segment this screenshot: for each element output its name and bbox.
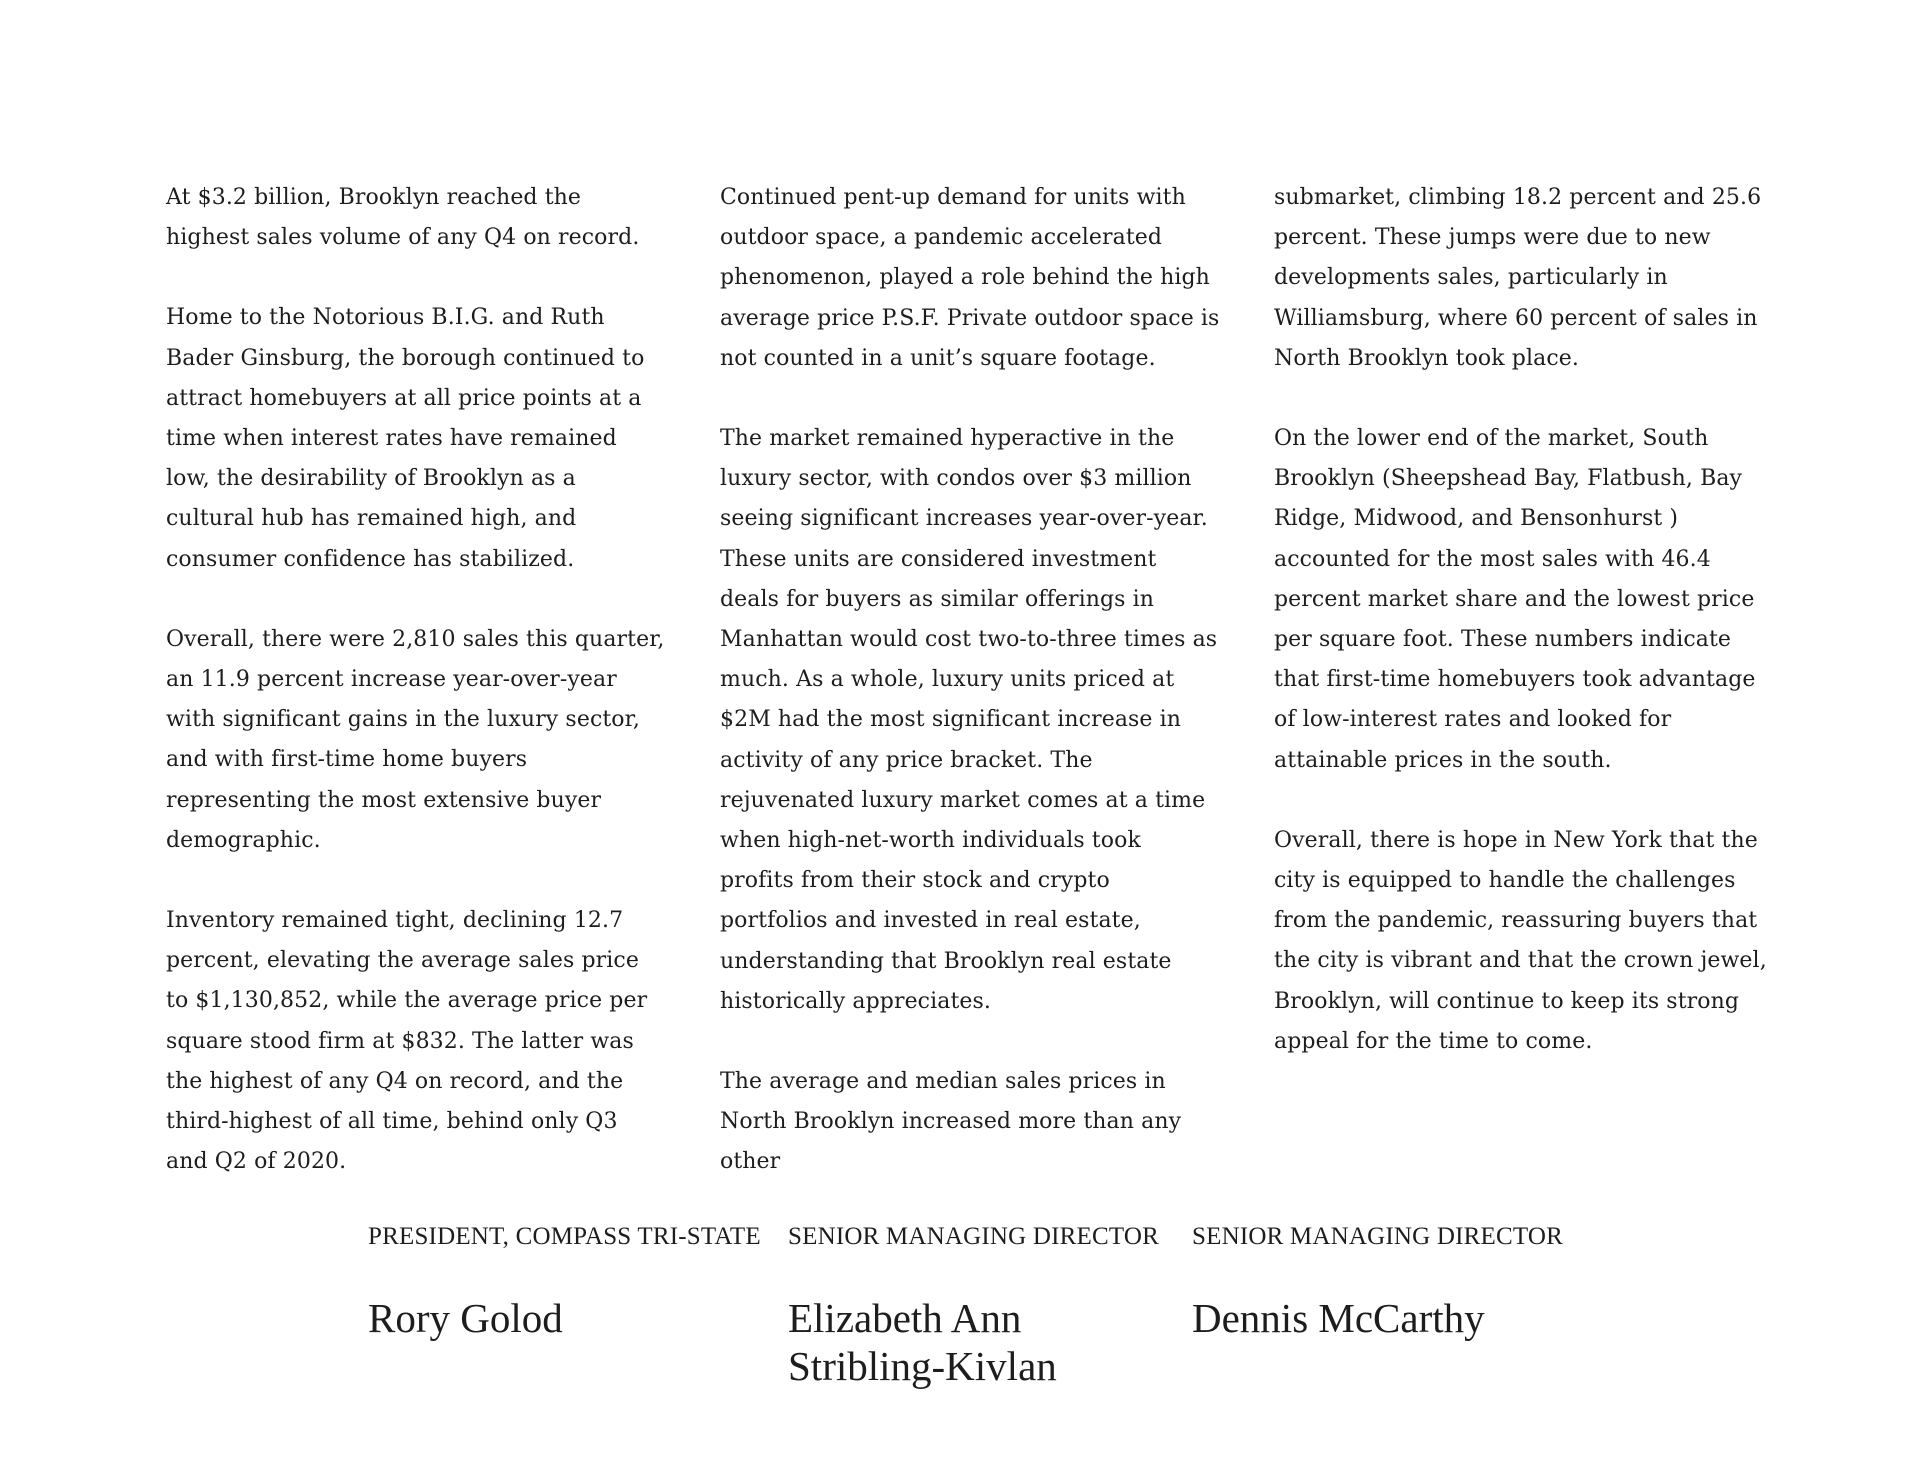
signature-name: Rory Golod bbox=[368, 1295, 563, 1341]
article-column-3 bbox=[1274, 178, 1774, 1062]
paragraph: The average and median sales prices in North Brooklyn increased more than any other bbox=[720, 1069, 1182, 1175]
signature-elizabeth-stribling-kivlan bbox=[788, 1222, 1168, 1390]
signature-name: Elizabeth Ann Stribling-Kivlan bbox=[788, 1295, 1057, 1389]
signature-title: PRESIDENT, COMPASS TRI-STATE bbox=[368, 1223, 761, 1250]
paragraph: Continued pent-up demand for units with outdoor space, a pandemic accelerated phenomenon, played a role behind the high average price P.S.F. Private outdoor space is not counted in a unit’s square footage. bbox=[720, 185, 1220, 371]
paragraph: submarket, climbing 18.2 percent and 25.6 percent. These jumps were due to new developments sales, particularly in Williamsburg, where 60 percent of sales in North Brooklyn took place. bbox=[1274, 185, 1762, 371]
paragraph: At $3.2 billion, Brooklyn reached the highest sales volume of any Q4 on record. bbox=[166, 185, 640, 251]
article-column-2 bbox=[720, 178, 1220, 1183]
signature-title: SENIOR MANAGING DIRECTOR bbox=[788, 1223, 1160, 1250]
signature-rory-golod bbox=[368, 1222, 768, 1342]
signature-title: SENIOR MANAGING DIRECTOR bbox=[1192, 1223, 1564, 1250]
signature-block bbox=[368, 1222, 1568, 1402]
paragraph: Home to the Notorious B.I.G. and Ruth Bader Ginsburg, the borough continued to attract homebuyers at all price points at a time when interest rates have remained low, the desirability of Brooklyn as a cultural hub has remained high, and consumer confidence has stabilized. bbox=[166, 305, 645, 572]
paragraph: Overall, there is hope in New York that the city is equipped to handle the challenges from the pandemic, reassuring buyers that the city is vibrant and that the crown jewel, Brooklyn, will continue to keep its strong appeal for the time to come. bbox=[1274, 827, 1767, 1054]
article-column-1 bbox=[166, 178, 666, 1182]
paragraph: The market remained hyperactive in the luxury sector, with condos over $3 million seeing significant increases year-over-year. These units are considered investment deals for buyers as similar offerings in Manhattan would cost two-to-three times as much. As a whole, luxury units priced at $2M had the most significant increase in activity of any price bracket. The rejuvenated luxury market comes at a time when high-net-worth individuals took profits from their stock and crypto portfolios and invested in real estate, understanding that Brooklyn real estate historically appreciates. bbox=[720, 426, 1218, 1014]
signature-dennis-mccarthy bbox=[1192, 1222, 1572, 1342]
article-body bbox=[166, 178, 1767, 1175]
paragraph: Inventory remained tight, declining 12.7 percent, elevating the average sales price to $1,130,852, while the average price per square stood firm at $832. The latter was the highest of any Q4 on record, and the third-highest of all time, behind only Q3 and Q2 of 2020. bbox=[166, 908, 648, 1175]
paragraph: Overall, there were 2,810 sales this quarter, an 11.9 percent increase year-over-year with significant gains in the luxury sector, and with first-time home buyers representing the most extensive buyer demographic. bbox=[166, 626, 665, 853]
signature-name: Dennis McCarthy bbox=[1192, 1295, 1485, 1341]
paragraph: On the lower end of the market, South Brooklyn (Sheepshead Bay, Flatbush, Bay Ridge, Midwood, and Bensonhurst ) accounted for the most sales with 46.4 percent market share and the lowest price per square foot. These numbers indicate that first-time homebuyers took advantage of low-interest rates and looked for attainable prices in the south. bbox=[1274, 426, 1756, 773]
